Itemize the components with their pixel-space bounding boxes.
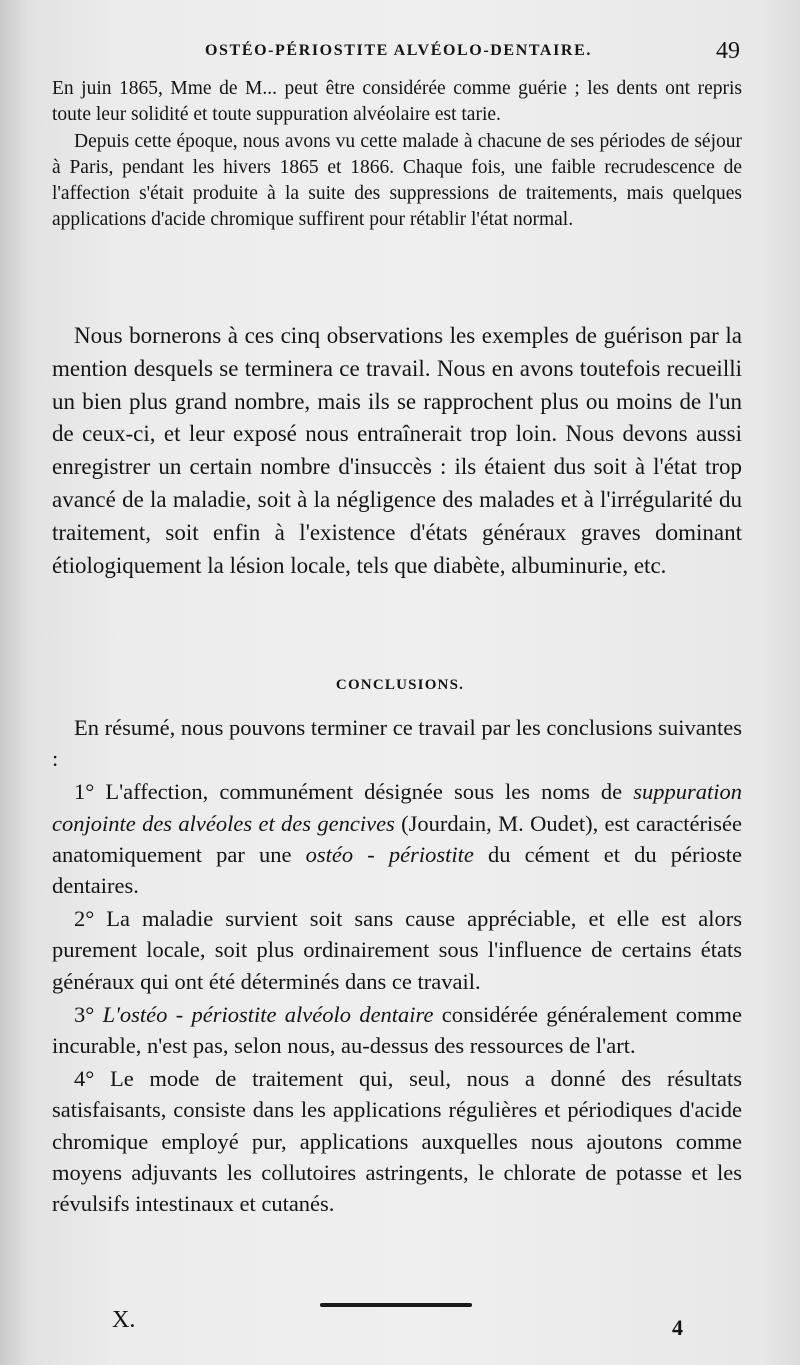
item-text: Le mode de traitement qui, seul, nous a donné des résultats satisfaisants, consiste dans les applications régulières et périodiques d'acide chromique employé pur, applications auxquelles nous ajoutons comme moyens adjuvants les collutoires astringents, le chlorate de potasse et les révulsifs intestinaux et cutanés. <box>52 1066 742 1217</box>
conclusions-heading: CONCLUSIONS. <box>335 677 465 693</box>
item-text: L'affection, communément désignée sous les noms de <box>105 779 623 805</box>
item-text: La maladie survient soit sans cause appréciable, et elle est alors purement locale, soit plus ordinairement sous l'influence de certains états généraux qui ont été déterminés dans ce travail. <box>52 906 742 994</box>
conclusions-section <box>52 712 742 1221</box>
paragraph-closing: Nous bornerons à ces cinq observations les exemples de guérison par la mention desquels se terminera ce travail. Nous en avons toutefois recueilli un bien plus grand nombre, mais ils se rapprochent plus ou moins de l'un de ceux-ci, et leur exposé nous entraînerait trop loin. Nous devons aussi enregistrer un certain nombre d'insuccès : ils étaient dus soit à l'état trop avancé de la maladie, soit à la négligence des malades et à l'irrégularité du traitement, soit enfin à l'existence d'états généraux graves dominant étiologiquement la lésion locale, tels que diabète, albuminurie, etc. <box>52 323 742 578</box>
item-number: 3° <box>74 1001 95 1027</box>
closing-remarks <box>52 320 742 582</box>
item-italic-term: suppuration conjointe des alvéoles et des gencives <box>52 779 743 836</box>
conclusion-item-3 <box>52 999 742 1061</box>
running-title: OSTÉO-PÉRIOSTITE ALVÉOLO-DENTAIRE. <box>205 42 592 59</box>
page-number: 49 <box>716 38 740 64</box>
item-text: (Jourdain, M. Oudet), est caractérisée anatomiquement par une <box>52 810 743 867</box>
end-rule <box>320 1303 472 1307</box>
item-text: du cément et du périoste dentaires. <box>52 841 742 899</box>
conclusions-intro: En résumé, nous pouvons terminer ce travail par les conclusions suivantes : <box>52 715 742 772</box>
running-header <box>0 38 800 68</box>
signature-mark: X. <box>112 1307 136 1333</box>
item-number: 4° <box>74 1066 95 1092</box>
item-italic-term: ostéo - périostite <box>305 841 474 867</box>
sheet-number: 4 <box>672 1315 683 1340</box>
conclusion-item-1 <box>52 776 742 901</box>
item-number: 2° <box>74 906 95 932</box>
item-italic-term: L'ostéo - périostite alvéolo dentaire <box>102 1001 434 1027</box>
paragraph-case-outcome: En juin 1865, Mme de M... peut être considérée comme guérie ; les dents ont repris toute leur solidité et toute suppuration alvéolaire est tarie. <box>52 78 742 126</box>
item-text: considérée généralement comme incurable, n'est pas, selon nous, au-dessus des ressources de l'art. <box>52 1001 742 1059</box>
conclusion-item-4 <box>52 1063 742 1219</box>
case-summary <box>52 76 742 234</box>
paragraph-followup: Depuis cette époque, nous avons vu cette malade à chacune de ses périodes de séjour à Paris, pendant les hivers 1865 et 1866. Chaque fois, une faible recrudescence de l'affection s'était produite à la suite des suppressions de traitements, mais quelques applications d'acide chromique suffirent pour rétablir l'état normal. <box>52 130 742 231</box>
item-number: 1° <box>74 779 95 805</box>
conclusion-item-2 <box>52 903 742 997</box>
